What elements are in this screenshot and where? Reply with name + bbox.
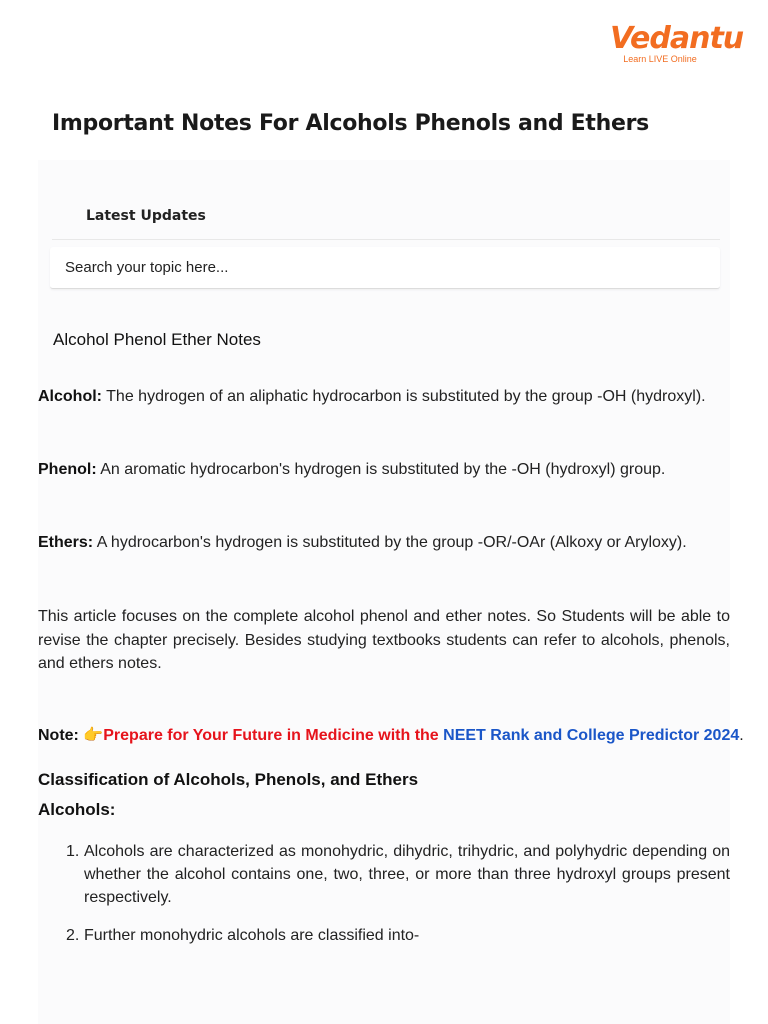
pointing-hand-icon: 👉 <box>83 727 104 744</box>
list-text: Further monohydric alcohols are classified into- <box>84 927 420 944</box>
list-item <box>66 840 730 909</box>
list-number: 1. <box>66 843 80 860</box>
latest-updates-heading[interactable]: Latest Updates <box>86 208 206 224</box>
note-end: . <box>739 727 744 744</box>
alcohols-heading: Alcohols: <box>38 800 116 819</box>
note-line <box>38 725 744 745</box>
note-label: Note: <box>38 727 84 744</box>
list-text: Alcohols are characterized as monohydric, dihydric, trihydric, and polyhydric depending on whether the alcohol contains one, two, three, or more than three hydroxyl groups present respectively. <box>84 843 730 906</box>
divider <box>52 239 720 240</box>
page-title: Important Notes For Alcohols Phenols and Ethers <box>52 111 649 136</box>
search-placeholder: Search your topic here... <box>65 259 229 276</box>
definition-text: An aromatic hydrocarbon's hydrogen is substituted by the -OH (hydroxyl) group. <box>96 461 666 478</box>
definition-alcohol <box>38 388 706 406</box>
definition-text: A hydrocarbon's hydrogen is substituted by the group -OR/-OAr (Alkoxy or Aryloxy). <box>93 534 687 551</box>
neet-predictor-link[interactable]: NEET Rank and College Predictor 2024 <box>443 727 740 744</box>
definition-term: Phenol: <box>38 461 97 478</box>
note-promo-text: Prepare for Your Future in Medicine with the <box>103 727 444 744</box>
list-number: 2. <box>66 927 80 944</box>
classification-heading: Classification of Alcohols, Phenols, and Ethers <box>38 770 419 789</box>
definition-phenol <box>38 461 665 479</box>
logo-tagline: Learn LIVE Online <box>623 54 697 64</box>
section-heading: Alcohol Phenol Ether Notes <box>53 330 261 349</box>
definition-term: Alcohol: <box>38 388 102 405</box>
definition-text: The hydrogen of an aliphatic hydrocarbon is substituted by the group -OH (hydroxyl). <box>102 388 706 405</box>
logo-wordmark: Vedantu <box>610 21 744 56</box>
list-item <box>66 924 420 947</box>
vedantu-logo[interactable] <box>610 21 744 64</box>
intro-paragraph: This article focuses on the complete alcohol phenol and ether notes. So Students will be able to revise the chapter precisely. Besides studying textbooks students can refer to alcohols, phenols, and ethers notes. <box>38 608 730 672</box>
definition-term: Ethers: <box>38 534 94 551</box>
search-input[interactable] <box>50 247 720 289</box>
definition-ethers <box>38 534 687 552</box>
